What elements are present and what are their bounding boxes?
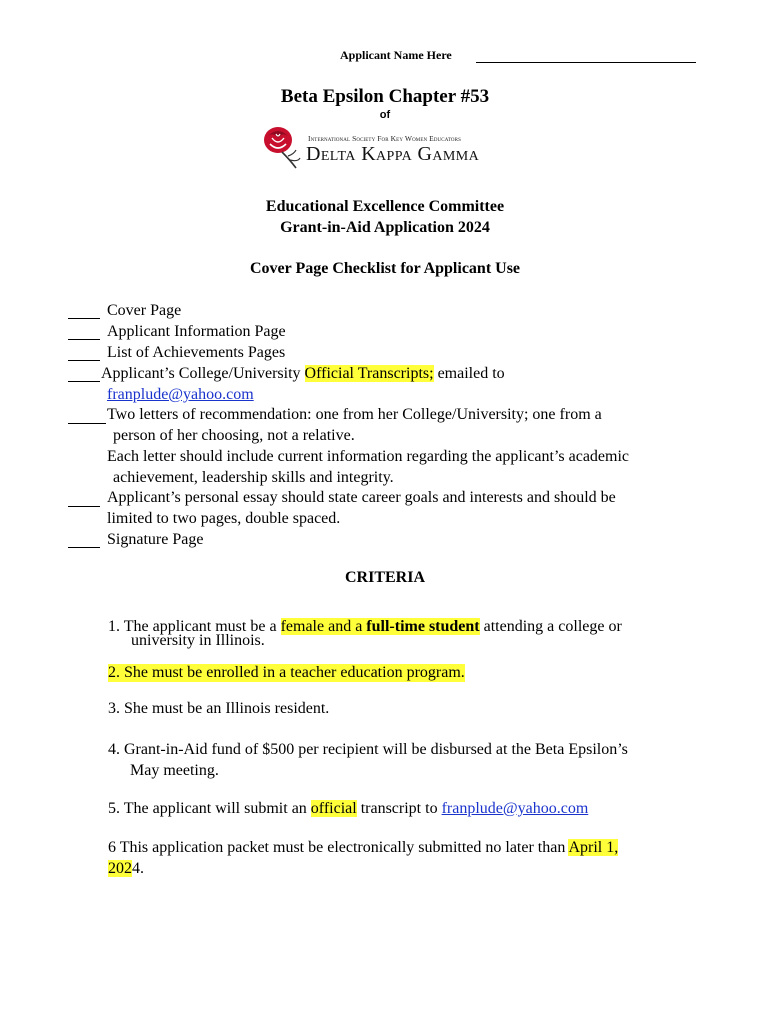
criterion-6-line2 bbox=[108, 860, 144, 878]
criterion-1-text: The applicant must be a bbox=[123, 618, 281, 635]
checklist-item-signature: Signature Page bbox=[107, 531, 204, 548]
criterion-5-text: The applicant will submit an bbox=[123, 800, 311, 817]
checklist-item-letters-1: Two letters of recommendation: one from her College/University; one from a bbox=[107, 406, 602, 423]
applicant-name-line[interactable] bbox=[476, 62, 696, 63]
criterion-1-highlight: female and a bbox=[280, 618, 367, 635]
criteria-heading: CRITERIA bbox=[344, 569, 425, 586]
criterion-6-year-post: 4. bbox=[132, 860, 144, 877]
checklist-item-achievements: List of Achievements Pages bbox=[107, 344, 286, 361]
criterion-6-line1 bbox=[108, 839, 618, 857]
criterion-5-highlight: official bbox=[310, 800, 357, 817]
transcripts-post: emailed to bbox=[433, 365, 505, 382]
criterion-4-line2: May meeting. bbox=[130, 762, 219, 779]
checkbox-line-signature[interactable] bbox=[68, 547, 100, 548]
checkbox-line-achievements[interactable] bbox=[68, 360, 100, 361]
criterion-1-highlight-bold: full-time student bbox=[366, 618, 480, 635]
chapter-title: Beta Epsilon Chapter #53 bbox=[280, 86, 490, 107]
checklist-item-letters-4: achievement, leadership skills and integrity. bbox=[113, 469, 394, 486]
application-title: Grant-in-Aid Application 2024 bbox=[280, 219, 490, 236]
criterion-5 bbox=[108, 800, 588, 818]
checklist-item-letters-2: person of her choosing, not a relative. bbox=[113, 427, 355, 444]
checklist-item-essay-1: Applicant’s personal essay should state career goals and interests and should be bbox=[107, 489, 616, 506]
checklist-item-cover-page: Cover Page bbox=[107, 302, 182, 319]
checkbox-line-cover[interactable] bbox=[68, 318, 100, 319]
checkbox-line-essay[interactable] bbox=[68, 506, 100, 507]
logo-tagline: International Society For Key Women Educators bbox=[308, 134, 461, 143]
dkg-logo bbox=[260, 124, 512, 170]
checklist-item-transcripts bbox=[101, 365, 505, 383]
logo-name: Delta Kappa Gamma bbox=[306, 143, 480, 165]
rose-icon bbox=[260, 124, 304, 170]
criterion-1-post: attending a college or bbox=[479, 618, 622, 635]
criterion-6-text: 6 This application packet must be electronically submitted no later than bbox=[108, 839, 569, 856]
applicant-name-label: Applicant Name Here bbox=[340, 48, 452, 62]
transcripts-text: Applicant’s College/University bbox=[101, 365, 305, 382]
criterion-6-date-highlight: April 1, bbox=[568, 839, 619, 856]
criterion-5-number: 5. bbox=[108, 800, 120, 817]
checklist-item-letters-3: Each letter should include current information regarding the applicant’s academic bbox=[107, 448, 630, 465]
transcripts-highlight: Official Transcripts; bbox=[304, 365, 434, 382]
of-label: of bbox=[379, 109, 391, 121]
criterion-1-line2: university in Illinois. bbox=[131, 632, 265, 649]
criterion-5-email-link[interactable]: franplude@yahoo.com bbox=[441, 800, 589, 817]
transcripts-email-link[interactable]: franplude@yahoo.com bbox=[107, 386, 254, 403]
checklist-item-applicant-info: Applicant Information Page bbox=[107, 323, 286, 340]
criterion-3: 3. She must be an Illinois resident. bbox=[108, 700, 330, 717]
checklist-item-essay-2: limited to two pages, double spaced. bbox=[107, 510, 341, 527]
criterion-6-year-highlight: 202 bbox=[108, 860, 132, 877]
checkbox-line-letters[interactable] bbox=[68, 423, 106, 424]
checkbox-line-info[interactable] bbox=[68, 339, 100, 340]
criterion-2: 2. She must be enrolled in a teacher education program. bbox=[108, 664, 465, 681]
committee-title: Educational Excellence Committee bbox=[265, 198, 505, 215]
checklist-heading: Cover Page Checklist for Applicant Use bbox=[249, 260, 521, 277]
criterion-1-number: 1. bbox=[108, 618, 120, 635]
checkbox-line-transcripts[interactable] bbox=[68, 381, 100, 382]
criterion-4-line1: 4. Grant-in-Aid fund of $500 per recipient will be disbursed at the Beta Epsilon’s bbox=[108, 741, 628, 758]
criterion-5-mid: transcript to bbox=[356, 800, 442, 817]
